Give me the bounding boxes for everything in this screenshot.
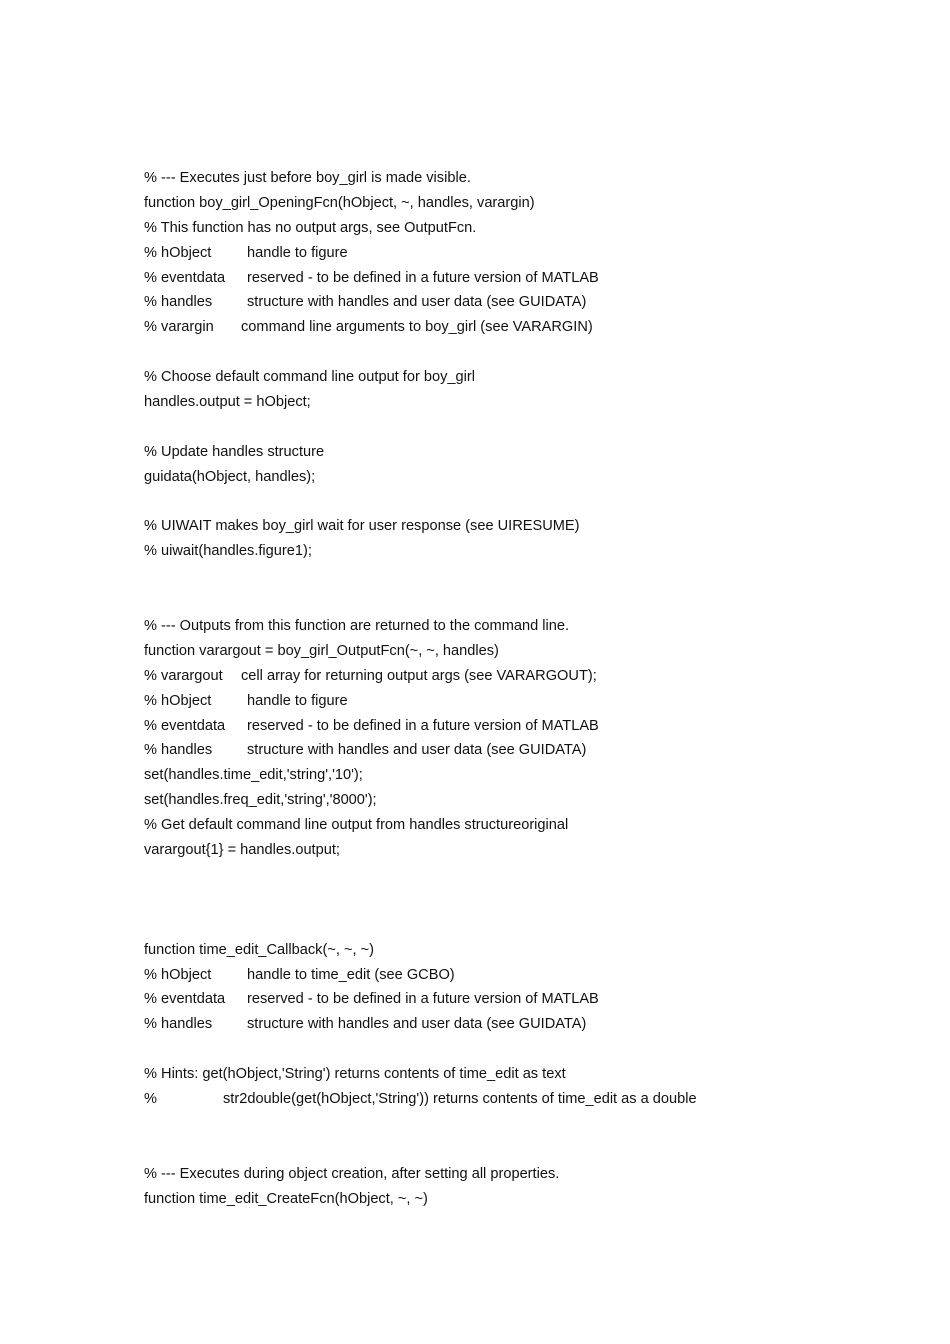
- code-line: [144, 1037, 904, 1062]
- code-comment-description: reserved - to be defined in a future version of MATLAB: [247, 991, 599, 1008]
- code-line: [144, 1087, 904, 1112]
- code-line: guidata(hObject, handles);: [144, 468, 316, 485]
- code-comment-description: reserved - to be defined in a future version of MATLAB: [247, 269, 599, 286]
- code-comment-label: % varargin: [144, 319, 214, 336]
- code-line: [144, 589, 904, 614]
- code-comment-description: reserved - to be defined in a future version of MATLAB: [247, 717, 599, 734]
- code-line: [144, 490, 904, 515]
- code-comment-label: % eventdata: [144, 269, 226, 286]
- code-line: [144, 664, 904, 689]
- code-comment-description: handle to figure: [247, 244, 348, 261]
- code-line: [144, 689, 904, 714]
- code-line: varargout{1} = handles.output;: [144, 842, 340, 859]
- code-line: [144, 241, 904, 266]
- code-line: function varargout = boy_girl_OutputFcn(~, ~, handles): [144, 642, 499, 659]
- code-comment-label: % eventdata: [144, 717, 226, 734]
- code-document: [144, 166, 904, 1211]
- code-comment-label: % eventdata: [144, 991, 226, 1008]
- code-comment-label: % varargout: [144, 667, 223, 684]
- code-comment-label: % handles: [144, 294, 213, 311]
- code-line: [144, 888, 904, 913]
- code-line: [144, 315, 904, 340]
- code-line: % uiwait(handles.figure1);: [144, 543, 312, 560]
- code-line: [144, 738, 904, 763]
- code-line: [144, 963, 904, 988]
- code-line: set(handles.freq_edit,'string','8000');: [144, 792, 377, 809]
- code-comment-label: % hObject: [144, 244, 212, 261]
- code-comment-description: structure with handles and user data (see GUIDATA): [247, 294, 587, 311]
- code-comment-description: structure with handles and user data (see GUIDATA): [247, 1016, 587, 1033]
- code-line: % This function has no output args, see OutputFcn.: [144, 219, 477, 236]
- code-line: [144, 1137, 904, 1162]
- code-comment-label: %: [144, 1090, 157, 1107]
- code-line: % UIWAIT makes boy_girl wait for user response (see UIRESUME): [144, 518, 580, 535]
- code-line: [144, 564, 904, 589]
- code-comment-description: cell array for returning output args (see VARARGOUT);: [241, 667, 597, 684]
- code-line: handles.output = hObject;: [144, 394, 311, 411]
- code-comment-label: % hObject: [144, 966, 212, 983]
- code-line: [144, 1112, 904, 1137]
- code-comment-description: command line arguments to boy_girl (see VARARGIN): [241, 319, 593, 336]
- code-line: [144, 714, 904, 739]
- code-line: [144, 340, 904, 365]
- code-comment-description: handle to figure: [247, 692, 348, 709]
- code-comment-label: % handles: [144, 742, 213, 759]
- code-line: function boy_girl_OpeningFcn(hObject, ~, handles, varargin): [144, 194, 535, 211]
- code-comment-description: handle to time_edit (see GCBO): [247, 966, 455, 983]
- code-line: set(handles.time_edit,'string','10');: [144, 767, 363, 784]
- code-comment-label: % handles: [144, 1016, 213, 1033]
- code-line: % --- Executes just before boy_girl is made visible.: [144, 170, 471, 186]
- code-comment-label: % hObject: [144, 692, 212, 709]
- code-line: function time_edit_Callback(~, ~, ~): [144, 941, 374, 958]
- code-line: % --- Executes during object creation, after setting all properties.: [144, 1165, 560, 1182]
- code-line: [144, 415, 904, 440]
- code-line: % Update handles structure: [144, 443, 325, 460]
- code-line: function time_edit_CreateFcn(hObject, ~, ~): [144, 1190, 428, 1207]
- code-comment-description: structure with handles and user data (see GUIDATA): [247, 742, 587, 759]
- code-line: [144, 290, 904, 315]
- code-comment-description: str2double(get(hObject,'String')) returns contents of time_edit as a double: [223, 1090, 697, 1107]
- code-line: [144, 1012, 904, 1037]
- code-line: % Get default command line output from handles structureoriginal: [144, 817, 569, 834]
- code-line: [144, 863, 904, 888]
- code-line: % Hints: get(hObject,'String') returns contents of time_edit as text: [144, 1066, 566, 1083]
- code-line: [144, 987, 904, 1012]
- code-line: % --- Outputs from this function are returned to the command line.: [144, 618, 570, 635]
- code-line: [144, 913, 904, 938]
- code-line: % Choose default command line output for boy_girl: [144, 369, 475, 386]
- code-line: [144, 266, 904, 291]
